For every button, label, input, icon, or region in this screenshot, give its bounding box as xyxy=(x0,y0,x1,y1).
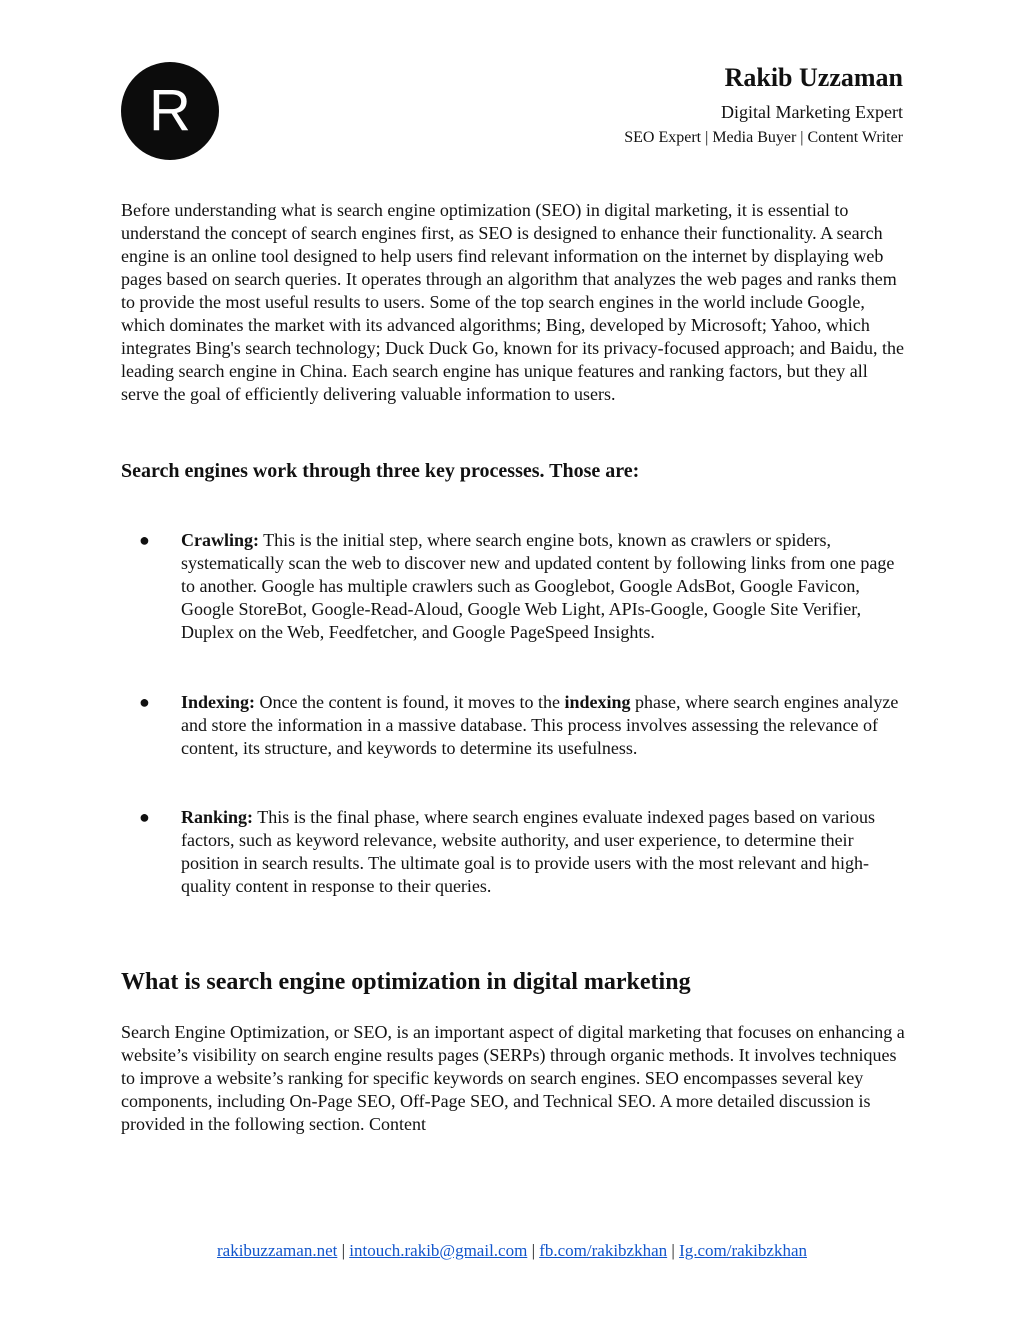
crawling-text: This is the initial step, where search engine bots, known as crawlers or spiders, systematically scan the web to discover new and updated content by following links from one page to another. Google has multiple crawlers such as Googlebot, Google AdsBot, Google Favicon, Google StoreBot, Google-Read-Aloud, Google Web Light, APIs-Google, Google Site Verifier, Duplex on the Web, Feedfetcher, and Google PageSpeed Insights. xyxy=(181,530,895,642)
author-roles: SEO Expert | Media Buyer | Content Writer xyxy=(624,129,903,146)
bullet-icon: ● xyxy=(139,807,150,827)
ranking-text: This is the final phase, where search engines evaluate indexed pages based on various factors, such as keyword relevance, website authority, and user experience, to determine their position in search results. The ultimate goal is to provide users with the most relevant and high-quality content in response to their queries. xyxy=(181,807,875,896)
section-heading-seo: What is search engine optimization in digital marketing xyxy=(121,969,691,995)
indexing-bold-word: indexing xyxy=(564,692,631,712)
processes-heading: Search engines work through three key processes. Those are: xyxy=(121,460,640,482)
processes-list xyxy=(121,529,906,898)
author-title: Digital Marketing Expert xyxy=(721,102,903,122)
footer-link-website[interactable]: rakibuzzaman.net xyxy=(216,1241,338,1260)
indexing-text-after: phase, where search engines analyze and store the information in a massive database. This process involves assessing the relevance of content, its structure, and keywords to determine its usefulness. xyxy=(181,692,899,758)
footer-links xyxy=(0,1240,1024,1262)
term-ranking: Ranking: xyxy=(181,807,254,827)
seo-paragraph: Search Engine Optimization, or SEO, is an important aspect of digital marketing that focuses on enhancing a website’s visibility on search engine results pages (SERPs) through organic methods. It involves techniques to improve a website’s ranking for specific keywords on search engines. SEO encompasses several key components, including On-Page SEO, Off-Page SEO, and Technical SEO. A more detailed discussion is provided in the following section. Content xyxy=(121,1022,905,1134)
intro-paragraph: Before understanding what is search engine optimization (SEO) in digital marketing, it is essential to understand the concept of search engines first, as SEO is designed to enhance their functionality. A search engine is an online tool designed to help users find relevant information on the internet by displaying web pages based on search queries. It operates through an algorithm that analyzes the web pages and ranks them to provide the most useful results to users. Some of the top search engines in the world include Google, which dominates the market with its advanced algorithms; Bing, developed by Microsoft; Yahoo, which integrates Bing's search technology; Duck Duck Go, known for its privacy-focused approach; and Baidu, the leading search engine in China. Each search engine has unique features and ranking factors, but they all serve the goal of efficiently delivering valuable information to users. xyxy=(121,200,905,404)
logo-r-monogram-icon xyxy=(121,62,219,160)
document-body xyxy=(121,199,906,1136)
footer-separator: | xyxy=(337,1241,350,1260)
author-name: Rakib Uzzaman xyxy=(724,63,903,92)
author-header xyxy=(624,62,903,149)
indexing-text-before: Once the content is found, it moves to the xyxy=(255,692,565,712)
list-item-crawling xyxy=(121,529,906,644)
logo xyxy=(121,62,219,160)
footer-link-email[interactable]: intouch.rakib@gmail.com xyxy=(349,1241,528,1260)
footer-link-facebook[interactable]: fb.com/rakibzkhan xyxy=(539,1241,668,1260)
bullet-icon: ● xyxy=(139,692,150,712)
list-item-indexing xyxy=(121,691,906,760)
term-indexing: Indexing: xyxy=(181,692,256,712)
term-crawling: Crawling: xyxy=(181,530,259,550)
footer-separator: | xyxy=(527,1241,540,1260)
svg-text:R: R xyxy=(149,78,191,143)
list-item-ranking xyxy=(121,806,906,898)
footer-separator: | xyxy=(667,1241,680,1260)
bullet-icon: ● xyxy=(139,530,150,550)
footer-link-instagram[interactable]: Ig.com/rakibzkhan xyxy=(679,1241,807,1260)
